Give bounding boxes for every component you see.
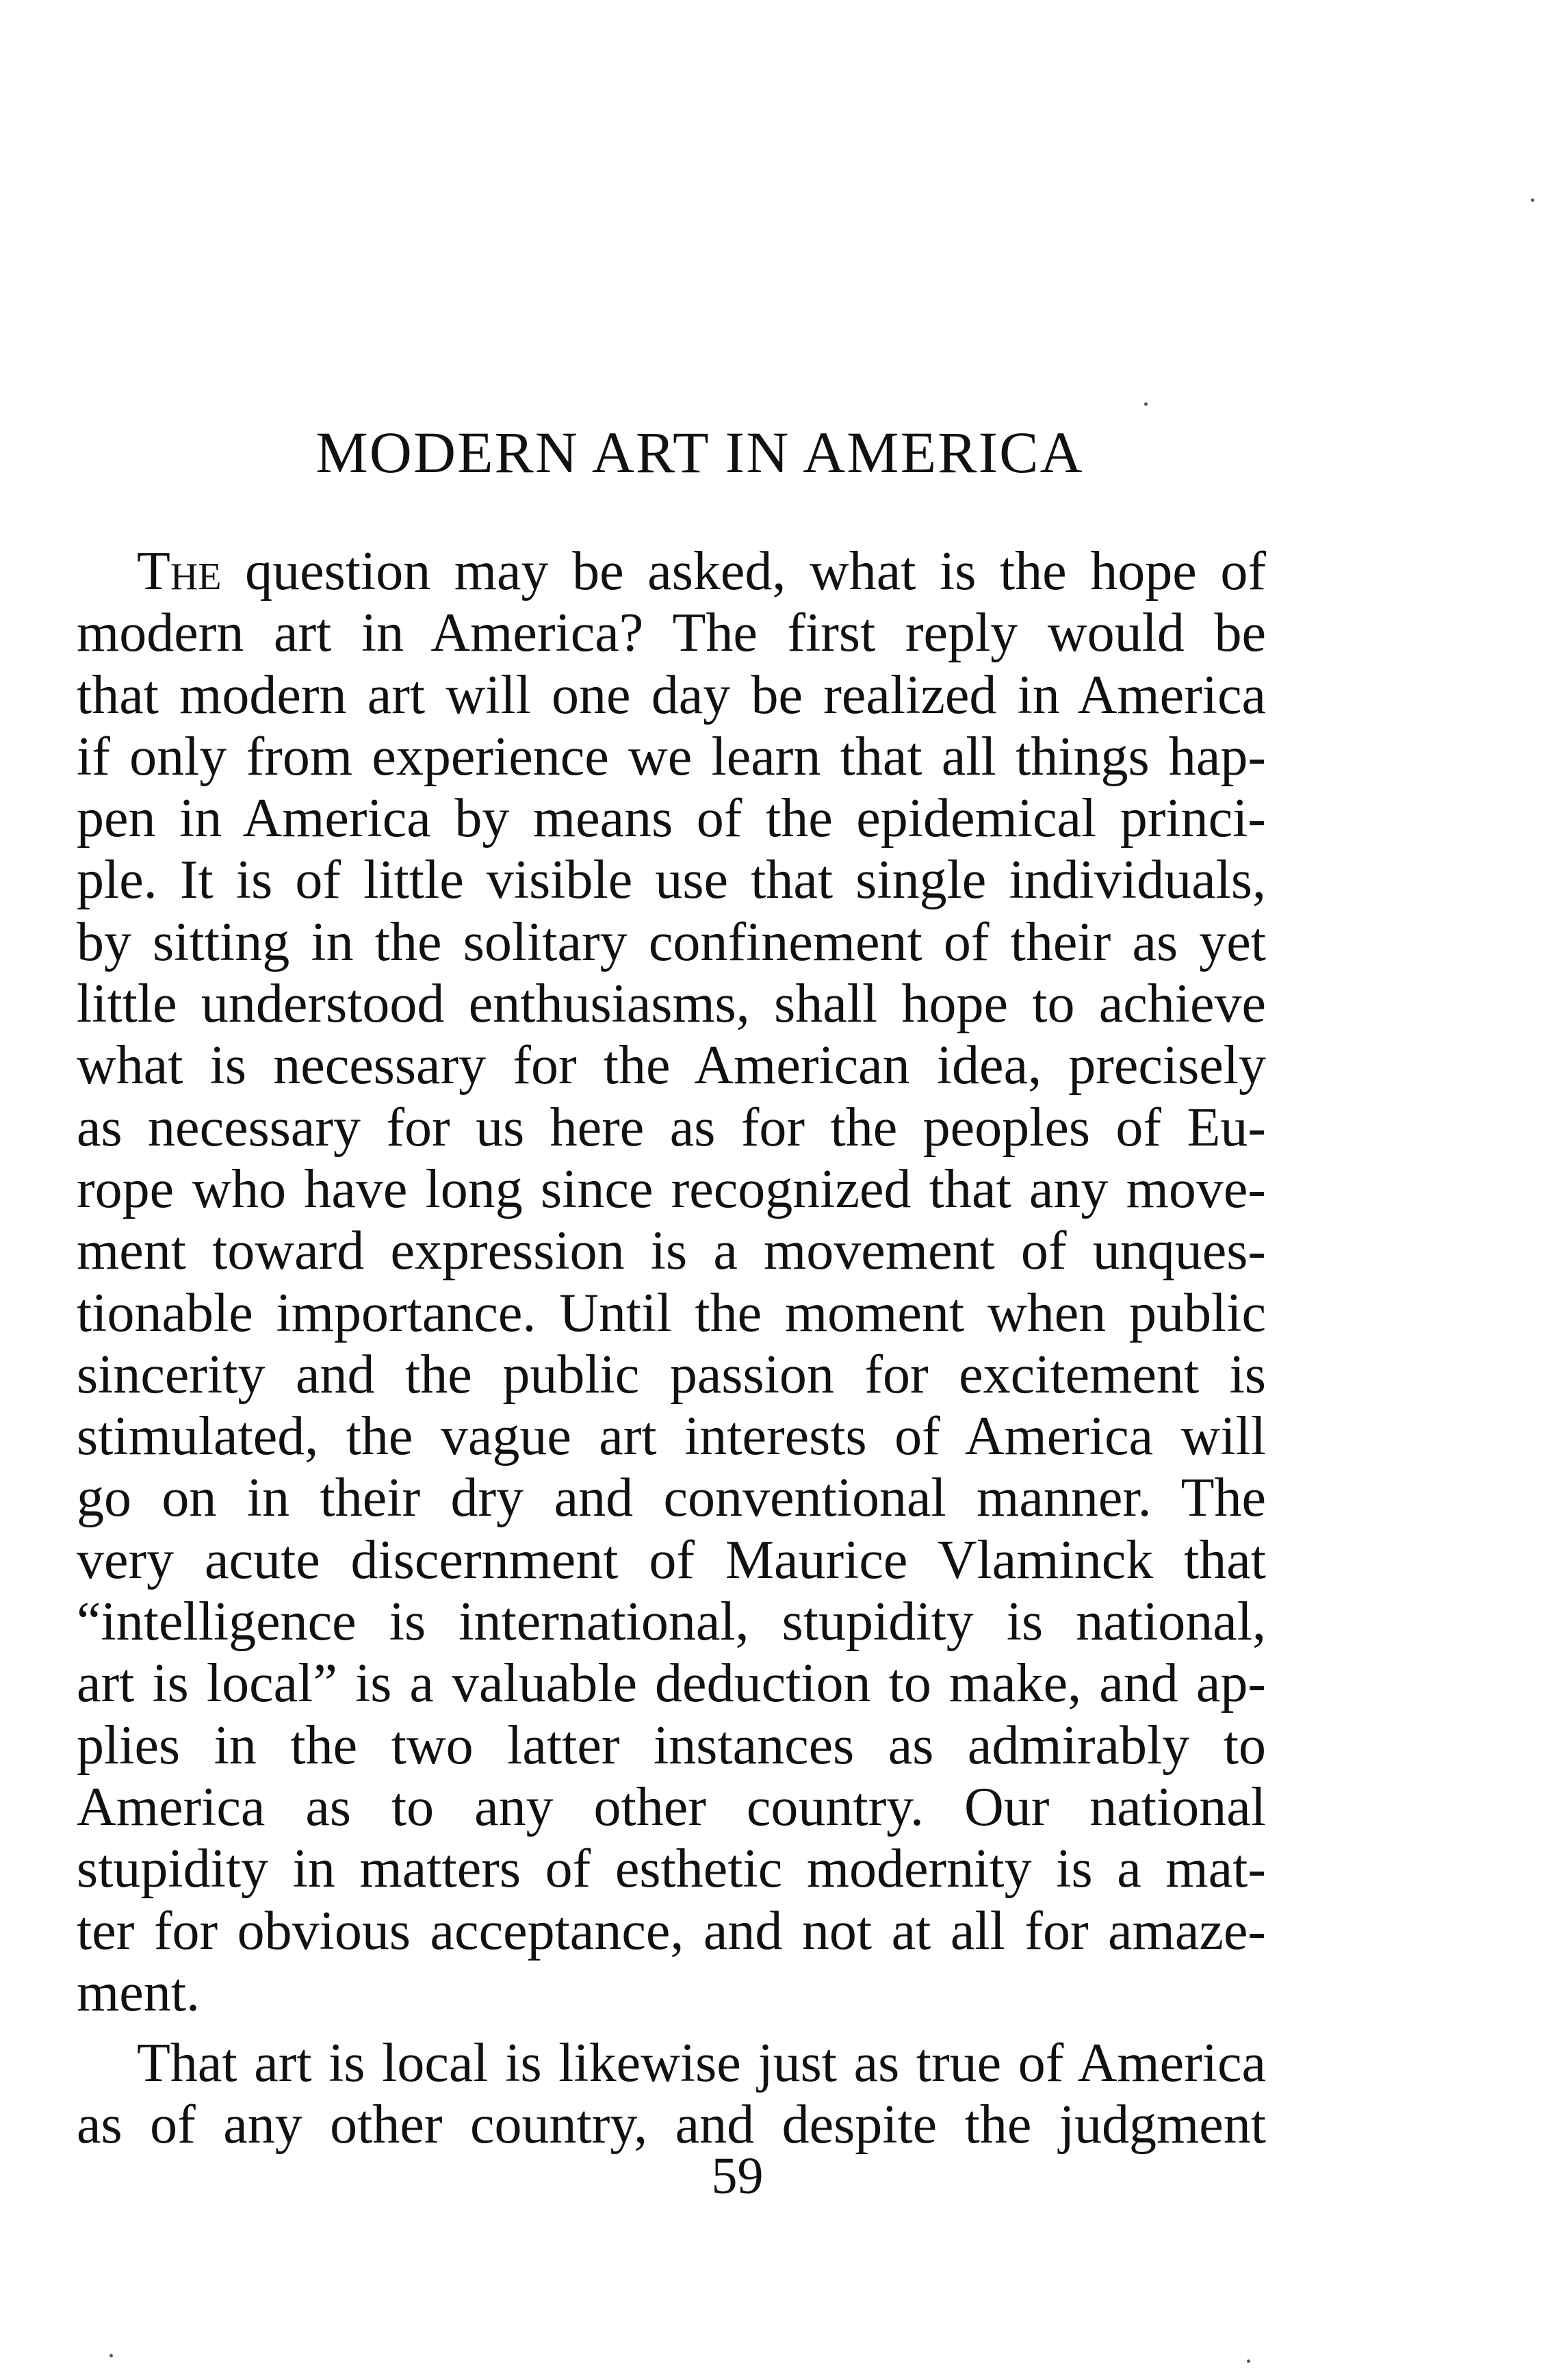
text-line: stimulated, the vague art interests of America will: [77, 1406, 1266, 1467]
text-line: stupidity in matters of esthetic modernity is a mat-: [77, 1839, 1266, 1900]
text-line: little understood enthusiasms, shall hope to achieve: [77, 974, 1266, 1035]
text-line: pen in America by means of the epidemical princi-: [77, 788, 1266, 849]
text-line: by sitting in the solitary confinement of their as yet: [77, 911, 1266, 972]
paragraph-1: [77, 541, 1266, 2023]
text-line: that modern art will one day be realized in America: [77, 664, 1266, 725]
chapter-title: [0, 419, 1550, 485]
text-line: if only from experience we learn that all things hap-: [77, 726, 1266, 787]
text-line: what is necessary for the American idea, precisely: [77, 1035, 1266, 1096]
text-line: rope who have long since recognized that any move-: [77, 1159, 1266, 1219]
text-line: ment.: [77, 1962, 200, 2023]
text-line: plies in the two latter instances as admirably to: [77, 1715, 1266, 1776]
text-line: That art is local is likewise just as true of America: [137, 2033, 1266, 2093]
text-line: sincerity and the public passion for excitement is: [77, 1344, 1266, 1405]
paper-speck: [109, 2354, 113, 2357]
text-line: art is local” is a valuable deduction to make, and ap-: [77, 1653, 1266, 1714]
text-line: America as to any other country. Our national: [77, 1776, 1266, 1837]
chapter-title-text: MODERN ART IN AMERICA: [315, 419, 1084, 485]
page-number: [0, 2147, 1550, 2205]
paper-speck: [1531, 198, 1534, 202]
text-line: tionable importance. Until the moment when public: [77, 1282, 1266, 1343]
paper-speck: [1144, 402, 1148, 406]
paper-speck: [1247, 2359, 1250, 2363]
text-line: as of any other country, and despite the judgment: [77, 2095, 1266, 2156]
page-number-text: 59: [711, 2147, 764, 2205]
text-line: “intelligence is international, stupidity is national,: [77, 1592, 1266, 1653]
text-line: modern art in America? The first reply would be: [77, 603, 1266, 664]
paragraph-2: [77, 2032, 1266, 2156]
text-line: ment toward expression is a movement of unques-: [77, 1221, 1266, 1282]
text-line: go on in their dry and conventional manner. The: [77, 1468, 1266, 1529]
text-line: ple. It is of little visible use that single individuals,: [77, 850, 1266, 911]
text-line: very acute discernment of Maurice Vlaminck that: [77, 1529, 1266, 1590]
text-line: as necessary for us here as for the peoples of Eu-: [77, 1097, 1266, 1158]
text-line: The question may be asked, what is the hope of: [137, 541, 1266, 602]
lead-word: The: [137, 541, 222, 602]
text-line: ter for obvious acceptance, and not at all for amaze-: [77, 1900, 1266, 1961]
